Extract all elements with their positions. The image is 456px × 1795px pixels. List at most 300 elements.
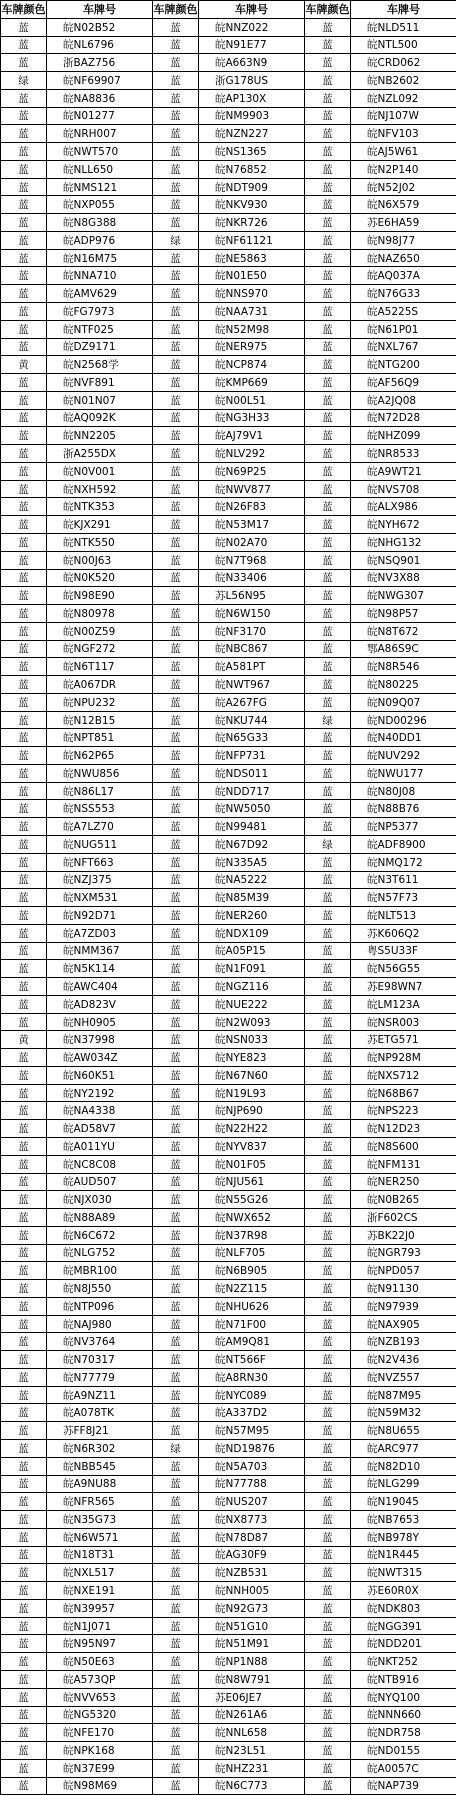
plate-color-cell: 蓝 (153, 1226, 199, 1244)
plate-number-cell: 皖NWT967 (199, 676, 305, 694)
plate-number-cell: 皖NFE170 (47, 1724, 153, 1742)
plate-color-cell: 蓝 (153, 1209, 199, 1227)
plate-color-cell: 蓝 (305, 1582, 351, 1600)
plate-color-cell: 绿 (153, 231, 199, 249)
plate-number-cell: 皖NVV653 (47, 1688, 153, 1706)
plate-color-cell: 蓝 (1, 285, 47, 303)
plate-color-cell: 蓝 (1, 1102, 47, 1120)
plate-color-cell: 蓝 (153, 1582, 199, 1600)
plate-color-cell: 黄 (1, 356, 47, 374)
plate-number-cell: 皖N01277 (47, 107, 153, 125)
plate-color-cell: 蓝 (1, 1617, 47, 1635)
plate-number-cell: 皖N80225 (351, 676, 456, 694)
plate-color-cell: 蓝 (153, 1404, 199, 1422)
plate-color-cell: 蓝 (1, 622, 47, 640)
table-row (1, 1031, 456, 1049)
plate-number-cell: 皖N88A89 (47, 1209, 153, 1227)
plate-color-cell: 蓝 (153, 338, 199, 356)
plate-number-cell: 皖NV3764 (47, 1333, 153, 1351)
table-row (1, 1333, 456, 1351)
plate-number-cell: 皖A573QP (47, 1670, 153, 1688)
plate-number-cell: 皖N33406 (199, 569, 305, 587)
plate-number-cell: 皖NYE823 (199, 1049, 305, 1067)
plate-number-cell: 皖NXL767 (351, 338, 456, 356)
plate-color-cell: 蓝 (153, 1084, 199, 1102)
plate-number-cell: 苏ETG571 (351, 1031, 456, 1049)
plate-color-cell: 蓝 (153, 36, 199, 54)
table-row (1, 764, 456, 782)
table-row (1, 1759, 456, 1777)
plate-number-cell: 皖N19L93 (199, 1084, 305, 1102)
plate-color-cell: 蓝 (305, 1368, 351, 1386)
plate-color-cell: 蓝 (153, 889, 199, 907)
table-row (1, 143, 456, 161)
plate-color-cell: 蓝 (153, 1138, 199, 1156)
plate-color-cell: 蓝 (1, 587, 47, 605)
plate-color-cell: 蓝 (305, 1440, 351, 1458)
plate-color-cell: 蓝 (153, 1155, 199, 1173)
plate-color-cell: 蓝 (305, 1475, 351, 1493)
plate-number-cell: 皖NX8773 (199, 1511, 305, 1529)
plate-color-cell: 蓝 (305, 320, 351, 338)
plate-number-cell: 皖AMV629 (47, 285, 153, 303)
plate-number-cell: 皖NW5050 (199, 800, 305, 818)
plate-color-cell: 蓝 (1, 391, 47, 409)
plate-number-cell: 皖NZB193 (351, 1333, 456, 1351)
plate-color-cell: 蓝 (153, 1297, 199, 1315)
table-row (1, 1386, 456, 1404)
plate-color-cell: 蓝 (153, 1564, 199, 1582)
plate-color-cell: 蓝 (1, 18, 47, 36)
plate-color-cell: 蓝 (305, 427, 351, 445)
plate-number-cell: 皖N8R546 (351, 658, 456, 676)
plate-number-cell: 皖N98M69 (47, 1777, 153, 1795)
plate-color-cell: 蓝 (305, 1688, 351, 1706)
plate-color-cell: 蓝 (1, 1244, 47, 1262)
plate-number-cell: 皖NDS011 (199, 764, 305, 782)
plate-color-cell: 蓝 (153, 1013, 199, 1031)
plate-number-cell: 皖NNA710 (47, 267, 153, 285)
plate-color-cell: 蓝 (305, 747, 351, 765)
plate-color-cell: 蓝 (1, 1209, 47, 1227)
plate-color-cell: 蓝 (305, 1653, 351, 1671)
plate-color-cell: 蓝 (305, 1102, 351, 1120)
plate-number-cell: 皖NLT513 (351, 907, 456, 925)
plate-number-cell: 皖N1R445 (351, 1546, 456, 1564)
plate-color-cell: 蓝 (305, 1066, 351, 1084)
plate-number-cell: 皖N67N60 (199, 1066, 305, 1084)
plate-color-cell: 蓝 (153, 1475, 199, 1493)
plate-color-cell: 蓝 (153, 374, 199, 392)
plate-number-cell: 皖N01E50 (199, 267, 305, 285)
plate-number-cell: 皖NXP055 (47, 196, 153, 214)
plate-number-cell: 皖NHZ231 (199, 1759, 305, 1777)
plate-number-cell: 皖NF69907 (47, 72, 153, 90)
plate-number-cell: 苏L56N95 (199, 587, 305, 605)
plate-number-cell: 皖NYH672 (351, 516, 456, 534)
plate-color-cell: 蓝 (305, 1635, 351, 1653)
plate-number-cell: 皖N92D71 (47, 907, 153, 925)
plate-number-cell: 皖N98P57 (351, 605, 456, 623)
plate-color-cell: 蓝 (305, 178, 351, 196)
plate-number-cell: 皖A7LZ70 (47, 818, 153, 836)
table-row (1, 160, 456, 178)
plate-number-cell: 皖NMM367 (47, 942, 153, 960)
table-row (1, 1368, 456, 1386)
plate-color-cell: 蓝 (153, 320, 199, 338)
plate-color-cell: 蓝 (305, 960, 351, 978)
plate-color-cell: 蓝 (305, 1493, 351, 1511)
plate-color-cell: 蓝 (153, 178, 199, 196)
table-row (1, 285, 456, 303)
plate-color-cell: 蓝 (153, 782, 199, 800)
plate-color-cell: 蓝 (305, 72, 351, 90)
plate-number-cell: 皖NPD057 (351, 1262, 456, 1280)
plate-color-cell: 蓝 (153, 1049, 199, 1067)
plate-color-cell: 蓝 (1, 1475, 47, 1493)
plate-color-cell: 蓝 (1, 711, 47, 729)
plate-color-cell: 蓝 (1, 1013, 47, 1031)
table-row (1, 1599, 456, 1617)
plate-number-cell: 皖NER260 (199, 907, 305, 925)
plate-color-cell: 蓝 (1, 231, 47, 249)
plate-color-cell: 蓝 (153, 143, 199, 161)
plate-color-cell: 蓝 (305, 693, 351, 711)
plate-number-cell: 皖N16M75 (47, 249, 153, 267)
plate-color-cell: 蓝 (153, 1742, 199, 1760)
plate-color-cell: 蓝 (305, 1670, 351, 1688)
plate-color-cell: 蓝 (305, 125, 351, 143)
plate-color-cell: 蓝 (305, 338, 351, 356)
table-row (1, 1493, 456, 1511)
plate-color-cell: 蓝 (1, 995, 47, 1013)
plate-number-cell: 皖N335A5 (199, 853, 305, 871)
plate-number-cell: 苏E06JE7 (199, 1688, 305, 1706)
plate-color-cell: 蓝 (1, 1688, 47, 1706)
plate-number-cell: 皖AJ5W61 (351, 143, 456, 161)
plate-color-cell: 蓝 (305, 1742, 351, 1760)
plate-color-cell: 蓝 (153, 462, 199, 480)
plate-number-cell: 皖N98E90 (47, 587, 153, 605)
plate-number-cell: 皖A8RN30 (199, 1368, 305, 1386)
plate-number-cell: 皖N39957 (47, 1599, 153, 1617)
plate-number-cell: 皖NGZ116 (199, 978, 305, 996)
plate-number-cell: 皖N51M91 (199, 1635, 305, 1653)
plate-color-cell: 蓝 (305, 1173, 351, 1191)
plate-number-cell: 皖N7T968 (199, 551, 305, 569)
plate-color-cell: 蓝 (153, 1457, 199, 1475)
plate-number-cell: 皖NM9903 (199, 107, 305, 125)
plate-number-cell: 皖N40DD1 (351, 729, 456, 747)
plate-color-cell: 蓝 (305, 1564, 351, 1582)
plate-number-cell: 皖N51G10 (199, 1617, 305, 1635)
plate-number-cell: 皖N6W571 (47, 1528, 153, 1546)
plate-color-cell: 蓝 (153, 676, 199, 694)
plate-number-cell: 皖N57F73 (351, 889, 456, 907)
plate-number-cell: 皖NFR565 (47, 1493, 153, 1511)
plate-number-cell: 皖N78D87 (199, 1528, 305, 1546)
plate-number-cell: 皖NJX030 (47, 1191, 153, 1209)
plate-color-cell: 蓝 (153, 1120, 199, 1138)
table-row (1, 729, 456, 747)
plate-color-cell: 蓝 (305, 533, 351, 551)
plate-color-cell: 蓝 (305, 18, 351, 36)
plate-color-cell: 蓝 (153, 622, 199, 640)
plate-number-cell: 皖N37E99 (47, 1759, 153, 1777)
plate-number-cell: 皖NSS553 (47, 800, 153, 818)
table-row (1, 889, 456, 907)
plate-number-cell: 皖ALX986 (351, 498, 456, 516)
table-row (1, 1653, 456, 1671)
plate-color-cell: 蓝 (1, 907, 47, 925)
table-row (1, 907, 456, 925)
plate-color-cell: 蓝 (305, 391, 351, 409)
plate-color-cell: 蓝 (153, 303, 199, 321)
plate-color-cell: 蓝 (1, 214, 47, 232)
plate-number-cell: 皖N02B52 (47, 18, 153, 36)
plate-color-cell: 蓝 (305, 1138, 351, 1156)
plate-color-cell: 蓝 (305, 729, 351, 747)
plate-number-cell: 皖NS1365 (199, 143, 305, 161)
plate-color-cell: 蓝 (153, 196, 199, 214)
table-row (1, 1564, 456, 1582)
table-row (1, 1617, 456, 1635)
plate-number-cell: 皖NZL092 (351, 89, 456, 107)
plate-number-cell: 皖NA4338 (47, 1102, 153, 1120)
plate-color-cell: 绿 (1, 72, 47, 90)
plate-number-cell: 皖N6X579 (351, 196, 456, 214)
plate-color-cell: 蓝 (153, 516, 199, 534)
plate-number-cell: 皖AG30F9 (199, 1546, 305, 1564)
plate-color-cell: 蓝 (153, 1031, 199, 1049)
plate-number-cell: 皖AD58V7 (47, 1120, 153, 1138)
table-row (1, 445, 456, 463)
plate-number-cell: 皖NAZ650 (351, 249, 456, 267)
plate-number-cell: 皖NAX905 (351, 1315, 456, 1333)
plate-number-cell: 皖NDD717 (199, 782, 305, 800)
plate-number-cell: 皖N5K114 (47, 960, 153, 978)
table-row (1, 1440, 456, 1458)
plate-color-cell: 蓝 (153, 356, 199, 374)
table-row (1, 924, 456, 942)
table-row (1, 1262, 456, 1280)
plate-color-cell: 蓝 (1, 1670, 47, 1688)
plate-number-cell: 皖N8J550 (47, 1280, 153, 1298)
plate-color-cell: 蓝 (1, 303, 47, 321)
plate-number-cell: 皖N95N97 (47, 1635, 153, 1653)
plate-color-cell: 蓝 (1, 1653, 47, 1671)
plate-number-cell: 皖ADP976 (47, 231, 153, 249)
plate-color-cell: 蓝 (305, 462, 351, 480)
plate-color-cell: 蓝 (1, 267, 47, 285)
plate-color-cell: 蓝 (305, 640, 351, 658)
plate-number-cell: 皖NBB545 (47, 1457, 153, 1475)
table-row (1, 676, 456, 694)
plate-color-cell: 蓝 (153, 995, 199, 1013)
plate-color-cell: 蓝 (1, 640, 47, 658)
table-row (1, 1244, 456, 1262)
plate-number-cell: 皖NDT909 (199, 178, 305, 196)
table-row (1, 1422, 456, 1440)
plate-color-cell: 蓝 (305, 924, 351, 942)
plate-color-cell: 蓝 (153, 569, 199, 587)
table-row (1, 1226, 456, 1244)
table-row (1, 1351, 456, 1369)
plate-number-cell: 皖NZN227 (199, 125, 305, 143)
plate-color-cell: 绿 (153, 1440, 199, 1458)
plate-color-cell: 蓝 (153, 800, 199, 818)
plate-color-cell: 蓝 (153, 1546, 199, 1564)
plate-number-cell: 皖N98J77 (351, 231, 456, 249)
plate-color-cell: 蓝 (1, 889, 47, 907)
table-row (1, 1155, 456, 1173)
plate-color-cell: 蓝 (305, 942, 351, 960)
plate-number-cell: 皖AD823V (47, 995, 153, 1013)
plate-number-cell: 皖NNN660 (351, 1706, 456, 1724)
plate-number-cell: 皖N82D10 (351, 1457, 456, 1475)
plate-number-cell: 皖NR8533 (351, 445, 456, 463)
plate-color-cell: 蓝 (153, 1173, 199, 1191)
plate-color-cell: 蓝 (1, 1049, 47, 1067)
table-row (1, 1724, 456, 1742)
table-row (1, 1511, 456, 1529)
plate-number-cell: 皖N77779 (47, 1368, 153, 1386)
plate-number-cell: 皖NA8836 (47, 89, 153, 107)
plate-number-cell: 皖N00L51 (199, 391, 305, 409)
table-row (1, 640, 456, 658)
plate-number-cell: 皖N76852 (199, 160, 305, 178)
plate-color-cell: 蓝 (153, 853, 199, 871)
plate-color-cell: 蓝 (1, 498, 47, 516)
plate-number-cell: 皖N76G33 (351, 285, 456, 303)
plate-number-cell: 皖A5225S (351, 303, 456, 321)
plate-color-cell: 蓝 (305, 764, 351, 782)
plate-color-cell: 蓝 (153, 640, 199, 658)
plate-color-cell: 蓝 (305, 480, 351, 498)
plate-number-cell: 皖NXE191 (47, 1582, 153, 1600)
plate-color-cell: 蓝 (1, 693, 47, 711)
plate-number-cell: 苏E6HA59 (351, 214, 456, 232)
plate-number-cell: 皖N56G55 (351, 960, 456, 978)
plate-number-cell: 皖NKR726 (199, 214, 305, 232)
plate-number-cell: 皖A067DR (47, 676, 153, 694)
plate-number-cell: 皖NGF272 (47, 640, 153, 658)
table-row (1, 36, 456, 54)
plate-number-cell: 皖N2V436 (351, 1351, 456, 1369)
plate-number-cell: 皖NDK803 (351, 1599, 456, 1617)
table-row (1, 569, 456, 587)
plate-number-cell: 皖A9NU88 (47, 1475, 153, 1493)
plate-number-cell: 皖N5A703 (199, 1457, 305, 1475)
plate-color-cell: 蓝 (153, 214, 199, 232)
plate-number-cell: 皖NL6796 (47, 36, 153, 54)
plate-number-cell: 皖NER975 (199, 338, 305, 356)
plate-color-cell: 蓝 (1, 729, 47, 747)
plate-number-cell: 皖NWT315 (351, 1564, 456, 1582)
plate-color-cell: 蓝 (305, 1155, 351, 1173)
plate-color-cell: 蓝 (153, 285, 199, 303)
plate-color-cell: 蓝 (1, 1404, 47, 1422)
plate-number-cell: 皖N0K520 (47, 569, 153, 587)
plate-number-cell: 皖N6R302 (47, 1440, 153, 1458)
plate-number-cell: 皖ND19876 (199, 1440, 305, 1458)
plate-color-cell: 蓝 (153, 1351, 199, 1369)
plate-color-cell: 蓝 (153, 978, 199, 996)
plate-number-cell: 皖N6B905 (199, 1262, 305, 1280)
table-row (1, 1457, 456, 1475)
plate-color-cell: 蓝 (305, 1013, 351, 1031)
plate-color-cell: 蓝 (153, 89, 199, 107)
plate-color-cell: 蓝 (305, 1280, 351, 1298)
table-row (1, 693, 456, 711)
plate-color-cell: 蓝 (1, 1422, 47, 1440)
plate-number-cell: 皖N02A70 (199, 533, 305, 551)
plate-number-cell: 粤S5U33F (351, 942, 456, 960)
plate-color-cell: 蓝 (305, 196, 351, 214)
plate-number-cell: 皖NDD201 (351, 1635, 456, 1653)
table-row (1, 214, 456, 232)
plate-number-cell: 皖NBC867 (199, 640, 305, 658)
plate-number-cell: 皖KJX291 (47, 516, 153, 534)
plate-number-cell: 皖N69P25 (199, 462, 305, 480)
plate-color-cell: 蓝 (153, 445, 199, 463)
plate-number-cell: 皖N6C672 (47, 1226, 153, 1244)
plate-number-cell: 皖N09Q07 (351, 693, 456, 711)
plate-color-cell: 蓝 (305, 356, 351, 374)
plate-number-cell: 皖N8T672 (351, 622, 456, 640)
table-row (1, 1191, 456, 1209)
plate-number-cell: 皖NAP739 (351, 1777, 456, 1795)
plate-color-cell: 蓝 (153, 605, 199, 623)
plate-color-cell: 蓝 (153, 72, 199, 90)
plate-number-cell: 皖N00Z59 (47, 622, 153, 640)
plate-number-cell: 苏E98WN7 (351, 978, 456, 996)
plate-color-cell: 蓝 (305, 1262, 351, 1280)
plate-color-cell: 绿 (305, 711, 351, 729)
plate-number-cell: 皖NER250 (351, 1173, 456, 1191)
header-plate-number: 车牌号 (351, 1, 456, 19)
plate-number-cell: 皖NTP096 (47, 1297, 153, 1315)
table-row (1, 391, 456, 409)
plate-number-cell: 皖N22H22 (199, 1120, 305, 1138)
plate-color-cell: 蓝 (305, 782, 351, 800)
plate-color-cell: 蓝 (153, 160, 199, 178)
plate-color-cell: 蓝 (1, 800, 47, 818)
plate-number-cell: 皖N3T611 (351, 871, 456, 889)
plate-number-cell: 皖NWX652 (199, 1209, 305, 1227)
plate-number-cell: 皖N8W791 (199, 1670, 305, 1688)
plate-number-cell: 皖NG3H33 (199, 409, 305, 427)
plate-number-cell: 皖A05P15 (199, 942, 305, 960)
plate-number-cell: 皖N6W150 (199, 605, 305, 623)
plate-color-cell: 蓝 (1, 1599, 47, 1617)
plate-color-cell: 蓝 (153, 409, 199, 427)
table-row (1, 747, 456, 765)
plate-color-cell: 蓝 (305, 978, 351, 996)
plate-number-cell: 皖N01N07 (47, 391, 153, 409)
plate-color-cell: 蓝 (153, 1493, 199, 1511)
plate-number-cell: 皖NZJ375 (47, 871, 153, 889)
plate-number-cell: 皖DZ9171 (47, 338, 153, 356)
table-row (1, 1173, 456, 1191)
plate-color-cell: 蓝 (153, 1670, 199, 1688)
plate-number-cell: 皖N67D92 (199, 835, 305, 853)
plate-number-cell: 皖AUD507 (47, 1173, 153, 1191)
plate-color-cell: 蓝 (305, 605, 351, 623)
plate-number-cell: 皖AQ092K (47, 409, 153, 427)
plate-color-cell: 蓝 (153, 1315, 199, 1333)
plate-color-cell: 蓝 (153, 729, 199, 747)
